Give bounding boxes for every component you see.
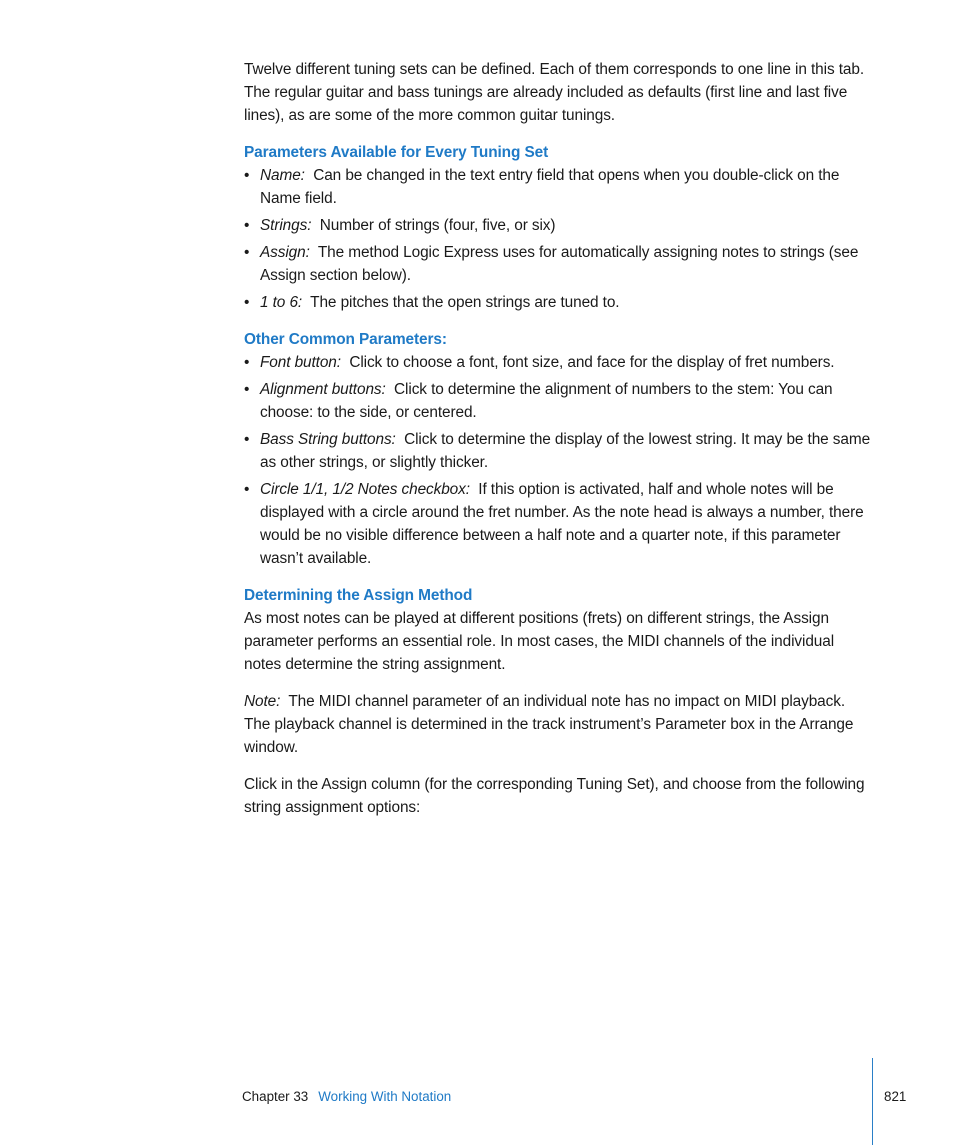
bullet: •: [244, 217, 250, 234]
chapter-title-link[interactable]: Working With Notation: [318, 1089, 452, 1104]
item-term: Circle 1/1, 1/2 Notes checkbox:: [260, 481, 470, 498]
bullet: •: [244, 244, 250, 261]
item-term: Name:: [260, 167, 305, 184]
assign-paragraph: As most notes can be played at different positions (frets) on different strings, the Assign parameter performs an essential role. In most cases, the MIDI channels of the individual notes determine the string assignment.: [244, 610, 835, 673]
section-heading-parameters: Parameters Available for Every Tuning Set: [244, 144, 549, 161]
list-item: [244, 478, 874, 570]
item-text: The pitches that the open strings are tuned to.: [310, 294, 620, 311]
list-item: [244, 241, 874, 287]
list-item: [244, 378, 874, 424]
common-parameters-list: [244, 351, 874, 570]
list-item: [244, 164, 874, 210]
intro-paragraph: Twelve different tuning sets can be defined. Each of them corresponds to one line in this tab. The regular guitar and bass tunings are already included as defaults (first line and last five lines), as are some of the more common guitar tunings.: [244, 61, 865, 124]
page-footer: [242, 1088, 451, 1106]
note-label: Note:: [244, 693, 281, 710]
item-text: If this option is activated, half and whole notes will be displayed with a circle around the fret number. As the note head is always a number, there would be no visible difference between a half note and a quarter note, if this parameter wasn’t available.: [260, 481, 864, 567]
section-heading-common-parameters: Other Common Parameters:: [244, 331, 447, 348]
item-text: Click to choose a font, font size, and face for the display of fret numbers.: [349, 354, 835, 371]
parameters-list: [244, 164, 874, 314]
item-term: Assign:: [260, 244, 310, 261]
footer-divider: [872, 1058, 873, 1145]
item-text: Number of strings (four, five, or six): [319, 217, 556, 234]
item-text: Click to determine the display of the lowest string. It may be the same as other strings, or slightly thicker.: [260, 431, 871, 471]
item-text: Can be changed in the text entry field that opens when you double-click on the Name field.: [260, 167, 840, 207]
section-heading-assign-method: Determining the Assign Method: [244, 587, 473, 604]
list-item: [244, 291, 874, 314]
page-number: 821: [884, 1089, 907, 1104]
bullet: •: [244, 294, 250, 311]
item-term: Font button:: [260, 354, 341, 371]
bullet: •: [244, 354, 250, 371]
instruction-paragraph: Click in the Assign column (for the corresponding Tuning Set), and choose from the following string assignment options:: [244, 776, 865, 816]
bullet: •: [244, 431, 250, 448]
item-text: Click to determine the alignment of numbers to the stem: You can choose: to the side, or centered.: [260, 381, 833, 421]
bullet: •: [244, 481, 250, 498]
item-term: Strings:: [260, 217, 312, 234]
list-item: [244, 351, 874, 374]
list-item: [244, 428, 874, 474]
bullet: •: [244, 167, 250, 184]
item-term: Bass String buttons:: [260, 431, 396, 448]
list-item: [244, 214, 874, 237]
note-text: The MIDI channel parameter of an individual note has no impact on MIDI playback. The playback channel is determined in the track instrument’s Parameter box in the Arrange window.: [244, 693, 854, 756]
note-paragraph: [244, 690, 874, 759]
item-text: The method Logic Express uses for automatically assigning notes to strings (see Assign section below).: [260, 244, 859, 284]
item-term: Alignment buttons:: [260, 381, 386, 398]
page-content: [244, 58, 874, 833]
chapter-label: Chapter 33: [242, 1089, 309, 1104]
bullet: •: [244, 381, 250, 398]
item-term: 1 to 6:: [260, 294, 303, 311]
